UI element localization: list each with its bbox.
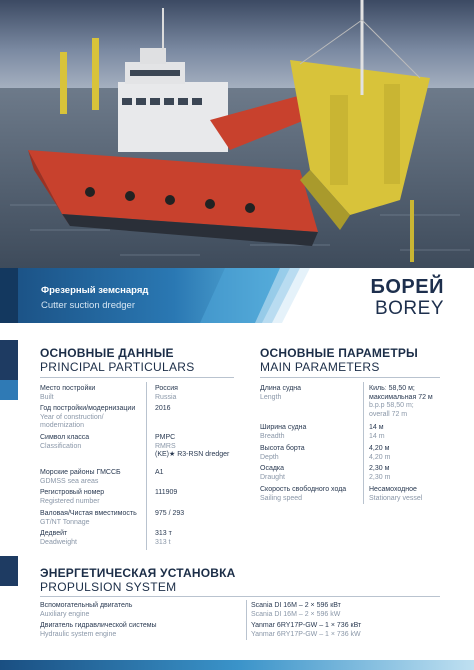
principal-value: 313 т 313 t bbox=[155, 530, 172, 546]
principal-value: 111909 bbox=[155, 489, 178, 496]
principal-value: 975 / 293 bbox=[155, 510, 185, 517]
vessel-name-en: BOREY bbox=[374, 298, 444, 319]
principal-row: Дедвейт Deadweight bbox=[40, 530, 77, 546]
main-param-value: Кильː 58,50 м; максимальная 72 м b.p.p 58,50 m; overall 72 m bbox=[369, 385, 433, 418]
propulsion-title-ru: ЭНЕРГЕТИЧЕСКАЯ УСТАНОВКА bbox=[40, 566, 236, 580]
main-param-value: 2,30 м 2,30 m bbox=[369, 465, 391, 481]
main-param-value: 14 м 14 m bbox=[369, 424, 385, 440]
main-param-row: Ширина судна Breadth bbox=[260, 424, 307, 440]
main-param-row: Осадка Draught bbox=[260, 465, 285, 481]
main-param-row: Длина судна Length bbox=[260, 385, 302, 401]
principal-row: Регистровый номер Registered number bbox=[40, 489, 105, 505]
principal-row: Символ класса Classification bbox=[40, 434, 90, 450]
propulsion-row: Двигатель гидравлической системы Hydraulic system engine bbox=[40, 622, 157, 638]
vessel-name-ru: БОРЕЙ bbox=[370, 276, 444, 298]
main-param-value: Несамоходное Stationary vessel bbox=[369, 486, 423, 502]
principal-value: Россия Russia bbox=[155, 385, 178, 401]
vessel-type-ru: Фрезерный земснаряд bbox=[41, 285, 149, 296]
main-params-title-ru: ОСНОВНЫЕ ПАРАМЕТРЫ bbox=[260, 346, 419, 360]
vessel-type-en: Cutter suction dredger bbox=[41, 300, 135, 311]
divider bbox=[40, 596, 440, 597]
propulsion-title-en: PROPULSION SYSTEM bbox=[40, 580, 177, 594]
column-divider bbox=[146, 382, 147, 550]
principal-value: PMPC RMRS (KE)★ R3-RSN dredger bbox=[155, 434, 230, 459]
footer-bar bbox=[0, 660, 474, 670]
column-divider bbox=[246, 600, 247, 640]
main-params-title-en: MAIN PARAMETERS bbox=[260, 360, 380, 374]
column-divider bbox=[363, 382, 364, 504]
section-stripe-bottom bbox=[0, 556, 18, 586]
principal-row: Место постройки Built bbox=[40, 385, 96, 401]
propulsion-value: Scania DI 16M – 2 × 596 кВт Scania DI 16M – 2 × 596 kW bbox=[251, 602, 341, 618]
principal-value: 2016 bbox=[155, 405, 171, 412]
propulsion-row: Вспомогательный двигатель Auxiliary engine bbox=[40, 602, 133, 618]
main-param-value: 4,20 м 4,20 m bbox=[369, 445, 391, 461]
principal-value: A1 bbox=[155, 469, 164, 476]
vessel-photo bbox=[0, 0, 474, 268]
principal-title-en: PRINCIPAL PARTICULARS bbox=[40, 360, 195, 374]
principal-row: Морские районы ГМССБ GDMSS sea areas bbox=[40, 469, 121, 485]
principal-row: Валовая/Чистая вместимость GT/NT Tonnage bbox=[40, 510, 137, 526]
section-stripe-top bbox=[0, 340, 18, 400]
principal-row: Год постройки/модернизации Year of construction/ modernization bbox=[40, 405, 136, 430]
main-param-row: Скорость свободного хода Sailing speed bbox=[260, 486, 347, 502]
divider bbox=[260, 377, 440, 378]
divider bbox=[40, 377, 234, 378]
title-banner bbox=[0, 268, 474, 323]
principal-title-ru: ОСНОВНЫЕ ДАННЫЕ bbox=[40, 346, 174, 360]
propulsion-value: Yanmar 6RY17P-GW – 1 × 736 кВт Yanmar 6RY17P-GW – 1 × 736 kW bbox=[251, 622, 362, 638]
main-param-row: Высота борта Depth bbox=[260, 445, 305, 461]
